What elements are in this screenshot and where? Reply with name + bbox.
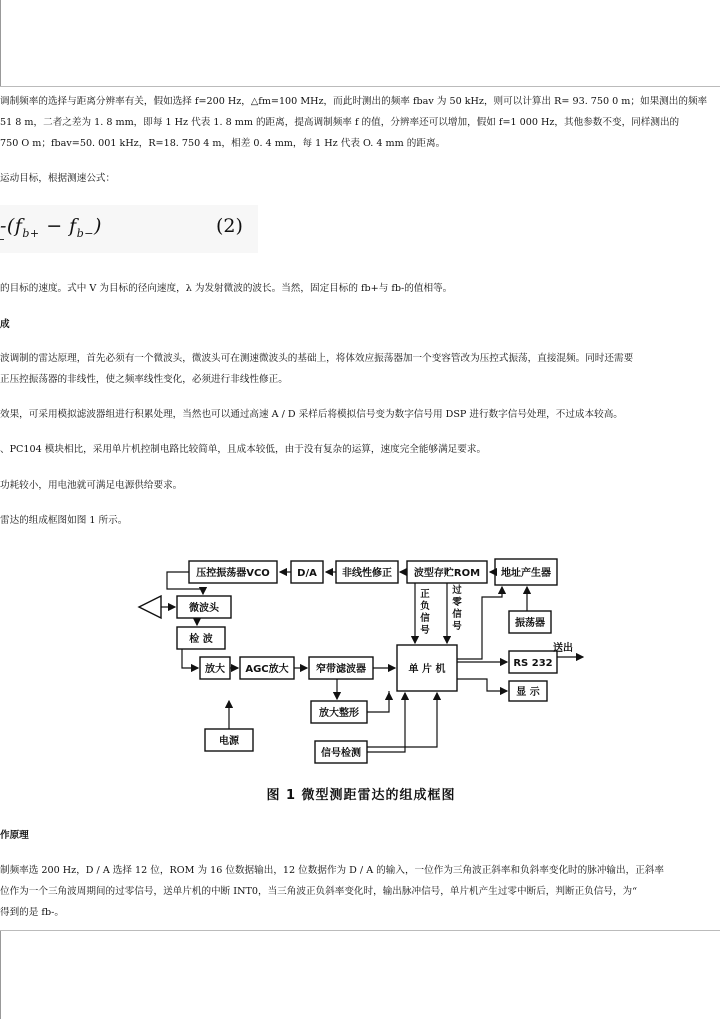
page-bottom-frame <box>0 930 720 1019</box>
pos-neg-signal-label: 正 <box>420 589 430 600</box>
pos-neg-signal-label: 号 <box>420 625 430 636</box>
section-heading: 成 <box>0 319 10 330</box>
paragraph-line: 51 8 m，二者之差为 1. 8 mm，即每 1 Hz 代表 1. 8 mm 的距离，提高调制频率 f 的值，分辨率还可以增加，假如 f=1 000 Hz，其他参数不变，同样测出的 <box>0 117 680 128</box>
send-label: 送出 <box>553 643 573 654</box>
block-power: 电源 <box>219 736 239 747</box>
block-rs232: RS 232 <box>513 658 553 669</box>
paragraph-line: 雷达的组成框图如图 1 所示。 <box>0 515 128 526</box>
zero-crossing-label: 信 <box>452 609 462 620</box>
paragraph-line: 的目标的速度。式中 V 为目标的径向速度，λ 为发射微波的波长。当然，固定目标的 fb+与 fb-的值相等。 <box>0 283 453 294</box>
block-diagram-figure <box>137 549 585 807</box>
block-narrowband-filter: 窄带滤波器 <box>316 664 366 675</box>
block-rom: 波型存贮ROM <box>413 568 481 579</box>
paragraph-line: 功耗较小，用电池就可满足电源供给要求。 <box>0 480 183 491</box>
section-heading: 作原理 <box>0 830 29 841</box>
pos-neg-signal-label: 信 <box>420 613 430 624</box>
formula-expression: $-(f_{b+} - f_{b-})$ <box>0 215 102 240</box>
block-agc: AGC放大 <box>245 664 289 675</box>
formula-image <box>0 205 258 253</box>
zero-crossing-label: 号 <box>452 621 462 632</box>
paragraph-line: 调制频率的选择与距离分辨率有关，假如选择 f=200 Hz，△fm=100 MHz，而此时测出的频率 fbav 为 50 kHz，则可以计算出 R= 93. 750 0 m；如果测出的频率 <box>0 96 708 107</box>
paragraph-line: 运动目标，根据测速公式： <box>0 173 116 184</box>
block-microwave-head: 微波头 <box>189 603 219 614</box>
block-mcu: 单 片 机 <box>408 664 446 675</box>
paragraph-line: 效果，可采用模拟滤波器组进行积累处理，当然也可以通过高速 A / D 采样后将模拟信号变为数字信号用 DSP 进行数字信号处理，不过成本较高。 <box>0 409 623 420</box>
block-address-generator: 地址产生器 <box>501 568 551 579</box>
paragraph-line: 750 O m；fbav=50. 001 kHz，R=18. 750 4 m，相差 0. 4 mm，每 1 Hz 代表 O. 4 mm 的距离。 <box>0 138 446 149</box>
zero-crossing-label: 过 <box>452 585 462 596</box>
block-detector: 检 波 <box>189 634 213 645</box>
paragraph-line: 得到的是 fb-。 <box>0 907 64 918</box>
block-shaping: 放大整形 <box>319 708 359 719</box>
block-nonlinear-correction: 非线性修正 <box>342 568 392 579</box>
figure-caption: 图 1 微型测距雷达的组成框图 <box>266 788 456 803</box>
pos-neg-signal-label: 负 <box>420 601 430 612</box>
paragraph-line: 正压控振荡器的非线性，使之频率线性变化，必须进行非线性修正。 <box>0 374 288 385</box>
paragraph-line: 位作为一个三角波周期间的过零信号，送单片机的中断 INT0，当三角波正负斜率变化时，输出脉冲信号，单片机产生过零中断后，判断正负信号，为“ <box>0 886 638 897</box>
paragraph-line: 、PC104 模块相比，采用单片机控制电路比较简单，且成本较低，由于没有复杂的运算，速度完全能够满足要求。 <box>0 444 487 455</box>
paragraph-line: 波调制的雷达原理，首先必须有一个微波头，微波头可在测速微波头的基础上，将体效应振荡器加一个变容管改为压控式振荡，直接混频。同时还需要 <box>0 353 634 364</box>
block-vco: 压控振荡器VCO <box>196 568 270 579</box>
block-oscillator: 振荡器 <box>515 618 545 629</box>
zero-crossing-label: 零 <box>452 597 462 608</box>
block-da: D/A <box>297 568 317 579</box>
block-signal-detection: 信号检测 <box>321 748 361 759</box>
page-top-frame <box>0 0 720 87</box>
paragraph-line: 制频率选 200 Hz，D / A 选择 12 位，ROM 为 16 位数据输出，12 位数据作为 D / A 的输入，一位作为三角波正斜率和负斜率变化时的脉冲输出，正斜率 <box>0 865 664 876</box>
block-display: 显 示 <box>516 687 540 698</box>
formula-number: (2) <box>216 215 243 237</box>
block-amplifier: 放大 <box>205 664 225 675</box>
